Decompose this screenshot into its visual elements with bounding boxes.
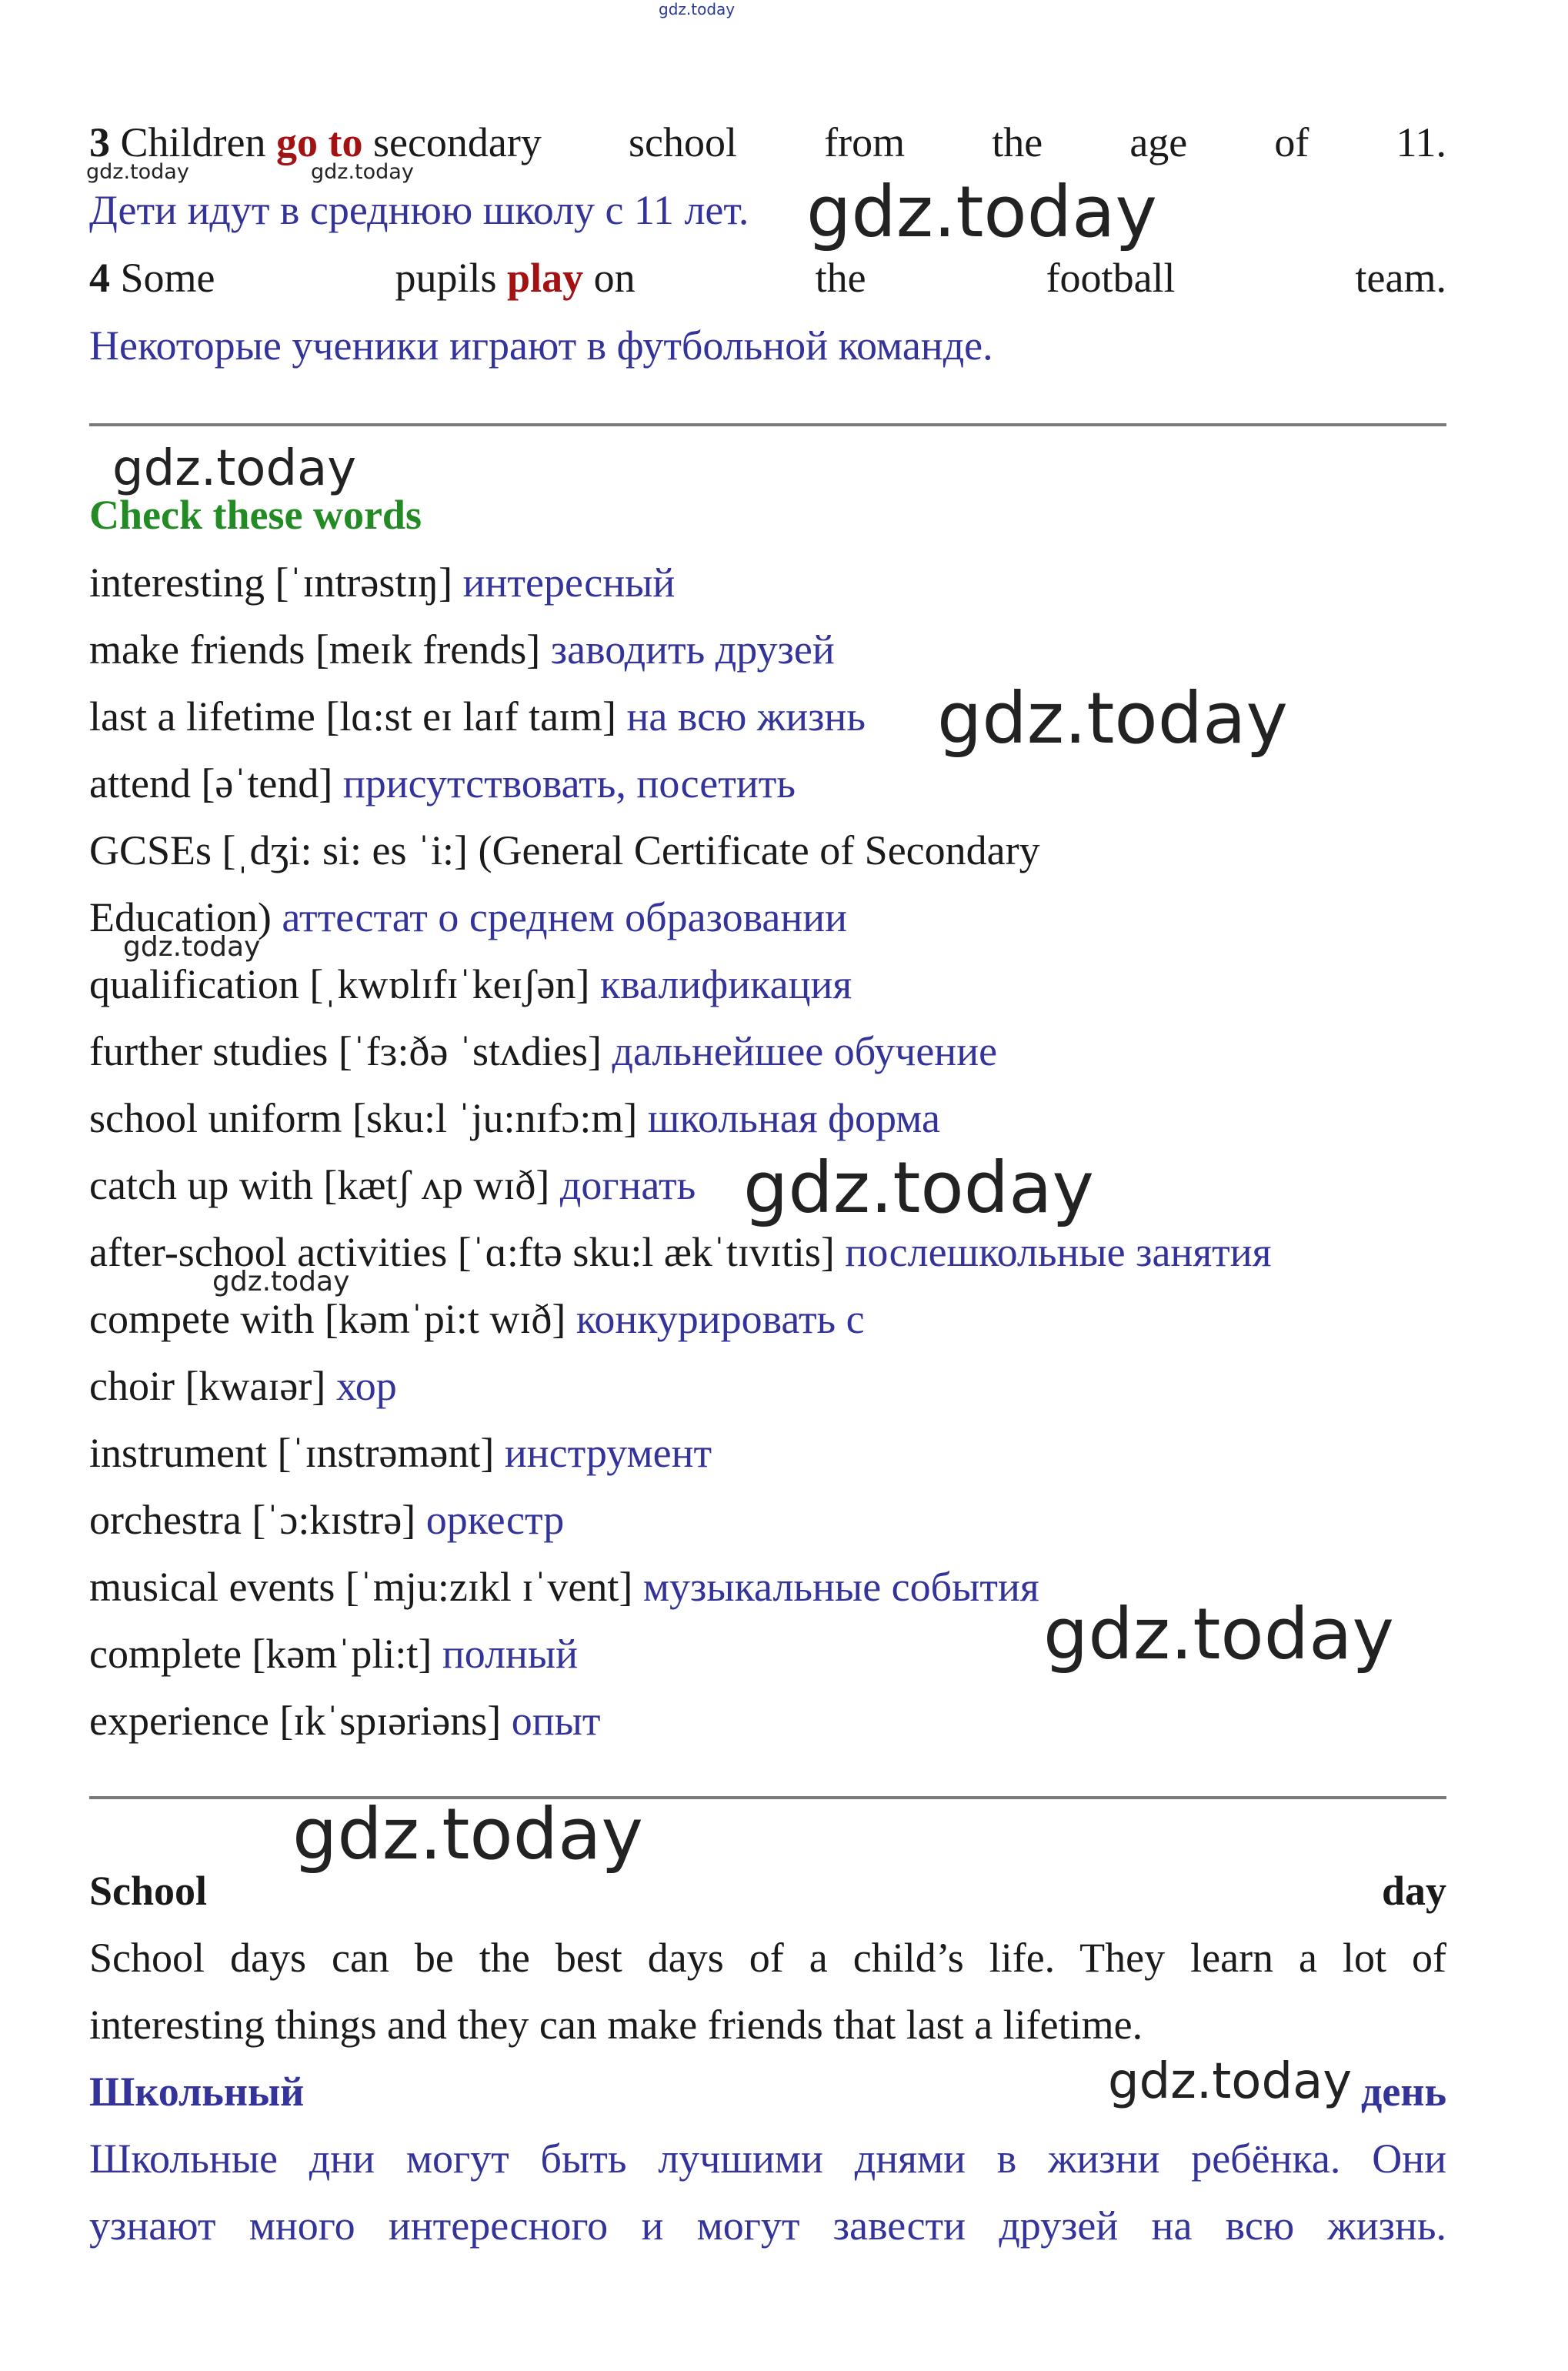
- vocab-item: complete [kəmˈpli:t] полный: [89, 1631, 579, 1677]
- text-paragraph-ru-line: Школьные дни могут быть лучшими днями в жизни ребёнка. Они: [89, 2136, 1446, 2182]
- sentence-3-word: secondary: [372, 119, 542, 165]
- vocab-item: after-school activities [ˈɑ:ftə sku:l ækˈtɪvɪtis] послешкольные занятия: [89, 1229, 1272, 1275]
- watermark-small: gdz.today: [86, 160, 189, 184]
- sentence-4-start: Some: [120, 255, 215, 301]
- watermark-large: gdz.today: [743, 1147, 1094, 1229]
- watermark-large: gdz.today: [292, 1793, 643, 1875]
- text-title-en: [89, 1864, 1446, 1918]
- vocab-item: school uniform [sku:l ˈju:nɪfɔ:m] школьная форма: [89, 1095, 940, 1141]
- vocab-item: make friends [meɪk frends] заводить друзей: [89, 626, 835, 673]
- watermark-medium: gdz.today: [1108, 2053, 1353, 2110]
- watermark-small: gdz.today: [311, 160, 414, 184]
- sentence-3-number: 3: [89, 119, 110, 165]
- text-paragraph-en-line: School days can be the best days of a child’s life. They learn a lot of: [89, 1935, 1446, 1981]
- sentence-3-word: 11.: [1396, 119, 1446, 165]
- vocab-item: qualification [ˌkwɒlɪfɪˈkeɪʃən] квалификация: [89, 961, 852, 1007]
- watermark-small: gdz.today: [212, 1266, 350, 1297]
- text-title-left: School: [89, 1868, 208, 1914]
- sentence-4-word: pupils: [395, 255, 497, 301]
- sentence-3-start: Children: [120, 119, 266, 165]
- vocab-item: compete with [kəmˈpi:t wɪð] конкурировать с: [89, 1296, 865, 1342]
- text-title-ru-left: Школьный: [89, 2069, 305, 2115]
- watermark-large: gdz.today: [806, 171, 1157, 253]
- vocab-item: attend [əˈtend] присутствовать, посетить: [89, 760, 796, 806]
- text-title-ru-right: день: [1361, 2069, 1446, 2115]
- sentence-3-ru: Дети идут в среднюю школу с 11 лет.: [89, 187, 749, 233]
- sentence-4-en: [89, 251, 1446, 305]
- vocab-item: GCSEs [ˌdʒi: si: es ˈi:] (General Certificate of Secondary: [89, 827, 1040, 873]
- sentence-4-word: on: [593, 255, 636, 301]
- text-title-right: day: [1381, 1868, 1446, 1914]
- text-paragraph-ru-line: узнают много интересного и могут завести друзей на всю жизнь.: [89, 2202, 1446, 2249]
- vocab-item: choir [kwaɪər] хор: [89, 1363, 397, 1409]
- sentence-3-highlight: go to: [275, 119, 363, 165]
- sentence-3-word: age: [1129, 119, 1188, 165]
- watermark-large: gdz.today: [937, 677, 1288, 760]
- sentence-3-en: [89, 115, 1446, 169]
- vocab-item: catch up with [kætʃ ʌp wɪð] догнать: [89, 1162, 696, 1208]
- vocab-item: further studies [ˈfɜ:ðə ˈstʌdies] дальнейшее обучение: [89, 1028, 998, 1074]
- sentence-4-word: team.: [1355, 255, 1446, 301]
- document-page: [86, 0, 1446, 2371]
- sentence-3-word: from: [824, 119, 906, 165]
- sentence-3-word: school: [629, 119, 737, 165]
- sentence-3-word: the: [992, 119, 1043, 165]
- vocab-item: interesting [ˈɪntrəstɪŋ] интересный: [89, 559, 676, 606]
- watermark-top: gdz.today: [659, 0, 736, 18]
- watermark-large: gdz.today: [1043, 1593, 1394, 1675]
- sentence-4-highlight: play: [507, 255, 584, 301]
- sentence-4-ru: Некоторые ученики играют в футбольной команде.: [89, 322, 993, 369]
- vocab-item: instrument [ˈɪnstrəmənt] инструмент: [89, 1430, 712, 1476]
- vocab-item: last a lifetime [lɑ:st eɪ laɪf taɪm] на всю жизнь: [89, 693, 866, 740]
- text-paragraph-en-line: interesting things and they can make friends that last a lifetime.: [89, 2002, 1143, 2048]
- section-divider: [89, 423, 1446, 426]
- sentence-3-word: of: [1274, 119, 1309, 165]
- vocab-item: orchestra [ˈɔ:kɪstrə] оркестр: [89, 1497, 565, 1543]
- vocab-item: Education) аттестат о среднем образовании: [89, 894, 848, 940]
- sentence-4-word: football: [1046, 255, 1176, 301]
- vocab-item: musical events [ˈmju:zɪkl ɪˈvent] музыкальные события: [89, 1564, 1039, 1610]
- watermark-medium: gdz.today: [112, 440, 357, 497]
- sentence-4-number: 4: [89, 255, 110, 301]
- sentence-4-word: the: [815, 255, 866, 301]
- vocab-heading: Check these words: [89, 492, 422, 538]
- watermark-small: gdz.today: [123, 931, 261, 963]
- vocab-item: experience [ɪkˈspɪəriəns] опыт: [89, 1698, 601, 1744]
